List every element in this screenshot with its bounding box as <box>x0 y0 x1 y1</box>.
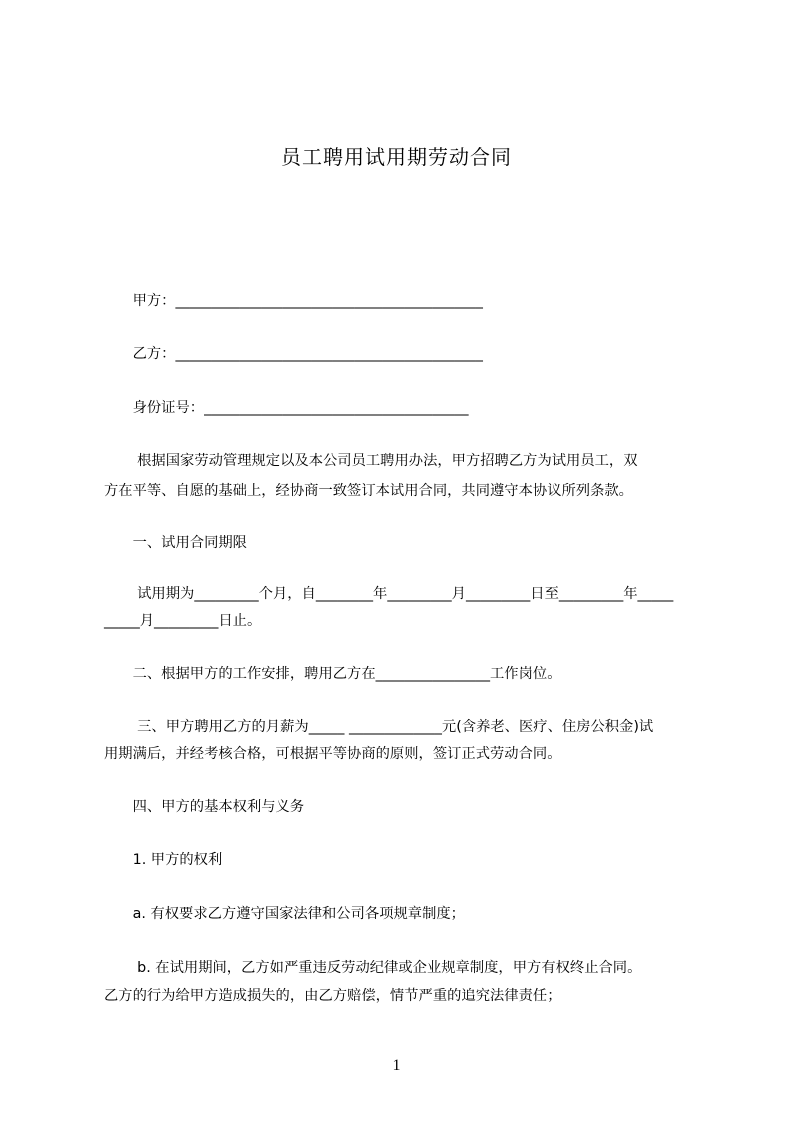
salary-line-2: 用期满后，并经考核合格，可根据平等协商的原则，签订正式劳动合同。 <box>104 746 562 762</box>
salary-line-1: 三、甲方聘用乙方的月薪为_____ _____________元(含养老、医疗、住房公积金)试 <box>104 719 654 735</box>
id-number-line: 身份证号：_____________________________________ <box>104 400 469 416</box>
intro-line-2: 方在平等、自愿的基础上，经协商一致签订本试用合同，共同遵守本协议所列条款。 <box>104 483 633 499</box>
document-title: 员工聘用试用期劳动合同 <box>281 145 512 169</box>
right-b-line-1: b. 在试用期间，乙方如严重违反劳动纪律或企业规章制度，甲方有权终止合同。 <box>104 960 642 976</box>
party-b-line: 乙方：___________________________________________ <box>104 346 483 362</box>
intro-line-1: 根据国家劳动管理规定以及本公司员工聘用办法，甲方招聘乙方为试用员工，双 <box>104 453 638 469</box>
period-line-1: 试用期为_________个月，自________年_________月_________日至_________年_____ <box>104 586 674 602</box>
section-1-heading: 一、试用合同期限 <box>104 535 247 551</box>
page-number: 1 <box>392 1057 401 1074</box>
section-2-line: 二、根据甲方的工作安排，聘用乙方在________________工作岗位。 <box>104 666 562 682</box>
period-line-2: _____月_________日止。 <box>104 613 262 629</box>
party-a-line: 甲方：___________________________________________ <box>104 293 483 309</box>
right-a-line: a. 有权要求乙方遵守国家法律和公司各项规章制度； <box>104 906 465 922</box>
rights-heading: 1. 甲方的权利 <box>104 852 223 868</box>
right-b-line-2: 乙方的行为给甲方造成损失的，由乙方赔偿，情节严重的追究法律责任； <box>104 988 562 1004</box>
section-4-heading: 四、甲方的基本权利与义务 <box>104 799 305 815</box>
